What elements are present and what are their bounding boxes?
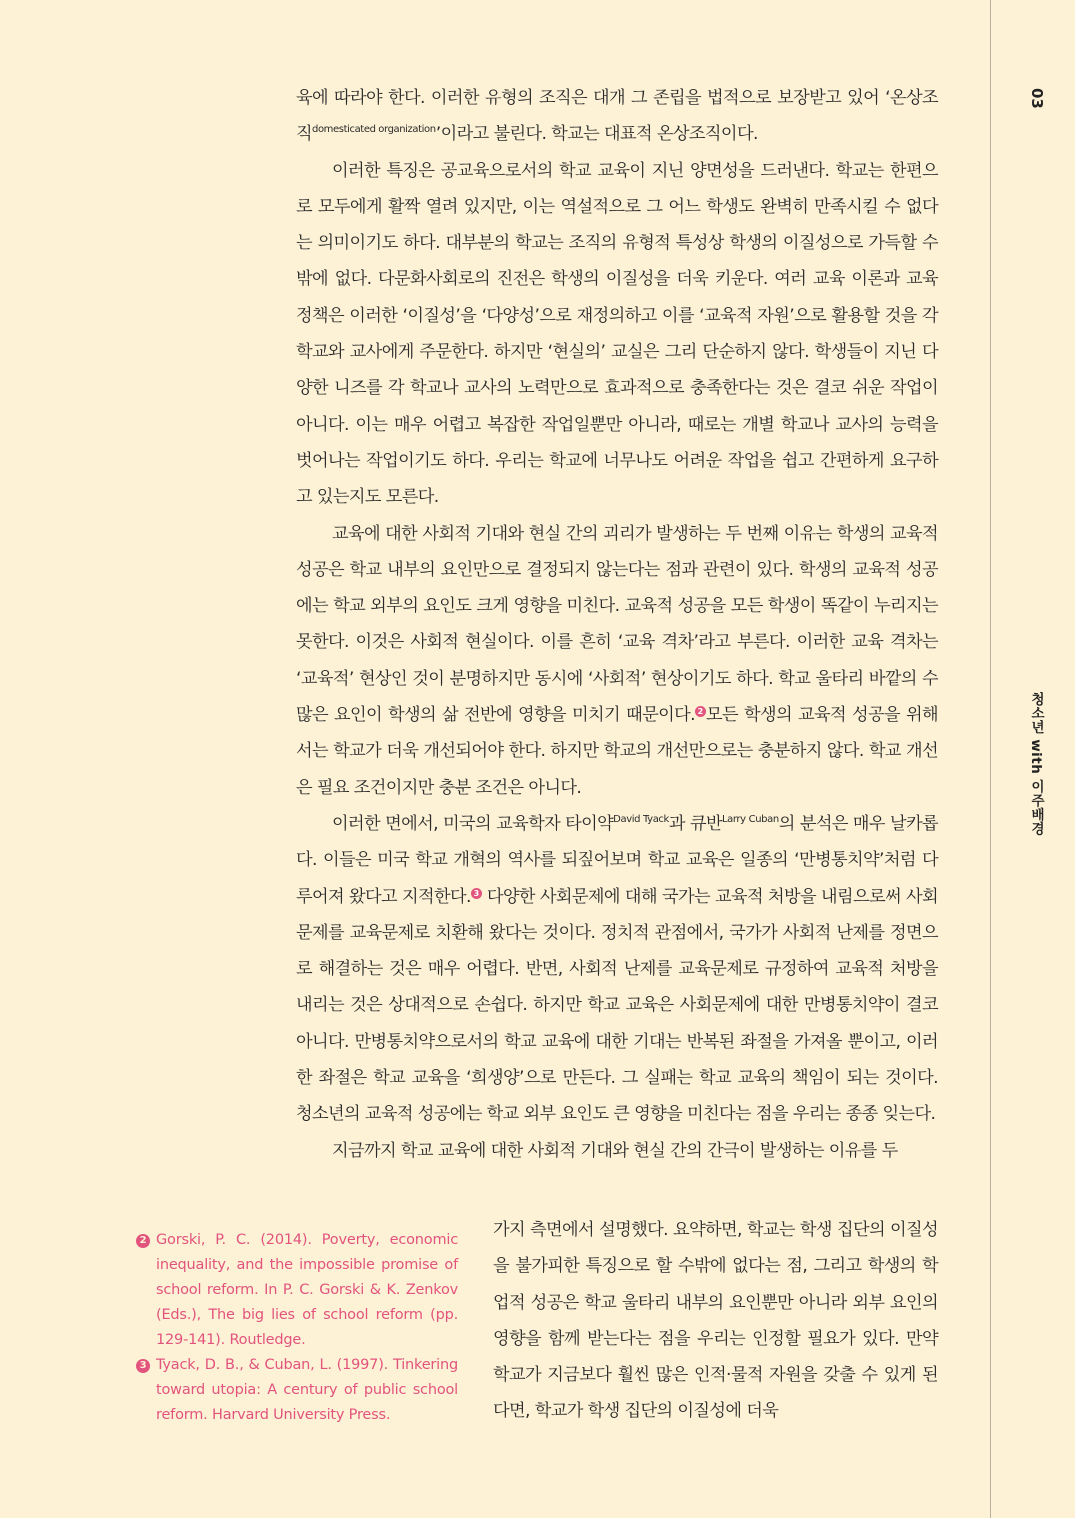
paragraph-5-first-line: 지금까지 학교 교육에 대한 사회적 기대와 현실 간의 간극이 발생하는 이유를 두 [332,1140,898,1161]
footnote-3 [136,1353,458,1428]
paragraph-4-part-b: 과 큐반 [668,813,722,834]
paragraph-4 [296,806,938,1133]
footnote-text-2: Gorski, P. C. (2014). Poverty, economic inequality, and the impossible promise of school reform. In P. C. Gorski & K. Zenkov (Eds.), The big lies of school reform (pp. 129-141). Routledge. [156,1232,458,1348]
footnote-marker-3: 3 [136,1359,150,1373]
term-domesticated-organization: domesticated organization [312,124,436,136]
term-larry-cuban: Larry Cuban [722,813,779,825]
paragraph-3-text: 교육에 대한 사회적 기대와 현실 간의 괴리가 발생하는 두 번째 이유는 학생의 교육적 성공은 학교 내부의 요인만으로 결정되지 않는다는 점과 관련이 있다. 학생의 교육적 성공에는 학교 외부의 요인도 크게 영향을 미친다. 교육적 성공을 모든 학생이 똑같이 누리지는 못한다. 이것은 사회적 현실이다. 이를 흔히 ‘교육 격차’라고 부른다. 이러한 교육 격차는 ‘교육적’ 현상인 것이 분명하지만 동시에 ‘사회적’ 현상이기도 하다. 학교 울타리 바깥의 수많은 요인이 학생의 삶 전반에 영향을 미치기 때문이다. [296,523,938,726]
running-section-title: 청소년 with 이주배경 [1028,692,1044,836]
main-text-column [296,80,938,1169]
paragraph-1-text: 육에 따라야 한다. 이러한 유형의 조직은 대개 그 존립을 법적으로 보장받고 있어 ‘온상조직 [296,88,938,145]
chapter-number: 03 [1028,88,1046,109]
footnote-2 [136,1228,458,1353]
paragraph-4-part-c: 의 분석은 매우 날카롭다. 이들은 미국 학교 개혁의 역사를 되짚어보며 학교 교육은 일종의 ‘만병통치약’처럼 다루어져 왔다고 지적한다. [296,813,939,907]
paragraph-1-rest: ’이라고 불린다. 학교는 대표적 온상조직이다. [435,124,758,145]
paragraph-3-rest: 모든 학생의 교육적 성공을 위해서는 학교가 더욱 개선되어야 한다. 하지만 학교의 개선만으로는 충분하지 않다. 학교 개선은 필요 조건이지만 충분 조건은 아니다. [296,705,938,798]
paragraph-2: 이러한 특징은 공교육으로서의 학교 교육이 지닌 양면성을 드러낸다. 학교는 한편으로 모두에게 활짝 열려 있지만, 이는 역설적으로 그 어느 학생도 완벽히 만족시킬 수 없다는 의미이기도 하다. 대부분의 학교는 조직의 유형적 특성상 학생의 이질성으로 가득할 수밖에 없다. 다문화사회로의 진전은 학생의 이질성을 더욱 키운다. 여러 교육 이론과 교육 정책은 이러한 ‘이질성’을 ‘다양성’으로 재정의하고 이를 ‘교육적 자원’으로 활용할 것을 각 학교와 교사에게 주문한다. 하지만 ‘현실의’ 교실은 그리 단순하지 않다. 학생들이 지닌 다양한 니즈를 각 학교나 교사의 노력만으로 효과적으로 충족한다는 것은 결코 쉬운 작업이 아니다. 이는 매우 어렵고 복잡한 작업일뿐만 아니라, 때로는 개별 학교나 교사의 능력을 벗어나는 작업이기도 하다. 우리는 학교에 너무나도 어려운 작업을 쉽고 간편하게 요구하고 있는지도 모른다. [296,160,938,508]
paragraph-4-part-d: 다양한 사회문제에 대해 국가는 교육적 처방을 내림으로써 사회문제를 교육문제로 치환해 왔다는 것이다. 정치적 관점에서, 국가가 사회적 난제를 정면으로 해결하는 것은 매우 어렵다. 반면, 사회적 난제를 교육문제로 규정하여 교육적 처방을 내리는 것은 상대적으로 손쉽다. 하지만 학교 교육은 사회문제에 대한 만병통치약이 결코 아니다. 만병통치약으로서의 학교 교육에 대한 기대는 반복된 좌절을 가져올 뿐이고, 이러한 좌절은 학교 교육을 ‘희생양’으로 만든다. 그 실패는 학교 교육의 책임이 되는 것이다. 청소년의 교육적 성공에는 학교 외부 요인도 큰 영향을 미친다는 점을 우리는 종종 잊는다. [296,886,938,1125]
footnote-ref-3[interactable]: 3 [471,888,482,899]
paragraph-5-continuation: 가지 측면에서 설명했다. 요약하면, 학교는 학생 집단의 이질성을 불가피한 특징으로 할 수밖에 없다는 점, 그리고 학생의 학업적 성공은 학교 울타리 내부의 요인뿐만 아니라 외부 요인의 영향을 함께 받는다는 점을 우리는 인정할 필요가 있다. 만약 학교가 지금보다 훨씬 많은 인적·물적 자원을 갖출 수 있게 된다면, 학교가 학생 집단의 이질성에 더욱 [493,1220,938,1422]
footnote-marker-2: 2 [136,1234,150,1248]
lower-text-column [493,1212,938,1430]
paragraph-3 [296,516,938,806]
paragraph-4-part-a: 이러한 면에서, 미국의 교육학자 타이약 [332,813,614,834]
margin-divider-line [990,0,991,1518]
term-david-tyack: David Tyack [613,813,669,825]
footnotes-section [136,1228,458,1428]
footnote-ref-2[interactable]: 2 [695,706,706,717]
paragraph-1 [296,80,938,153]
footnote-text-3: Tyack, D. B., & Cuban, L. (1997). Tinkering toward utopia: A century of public school reform. Harvard University Press. [156,1357,458,1423]
